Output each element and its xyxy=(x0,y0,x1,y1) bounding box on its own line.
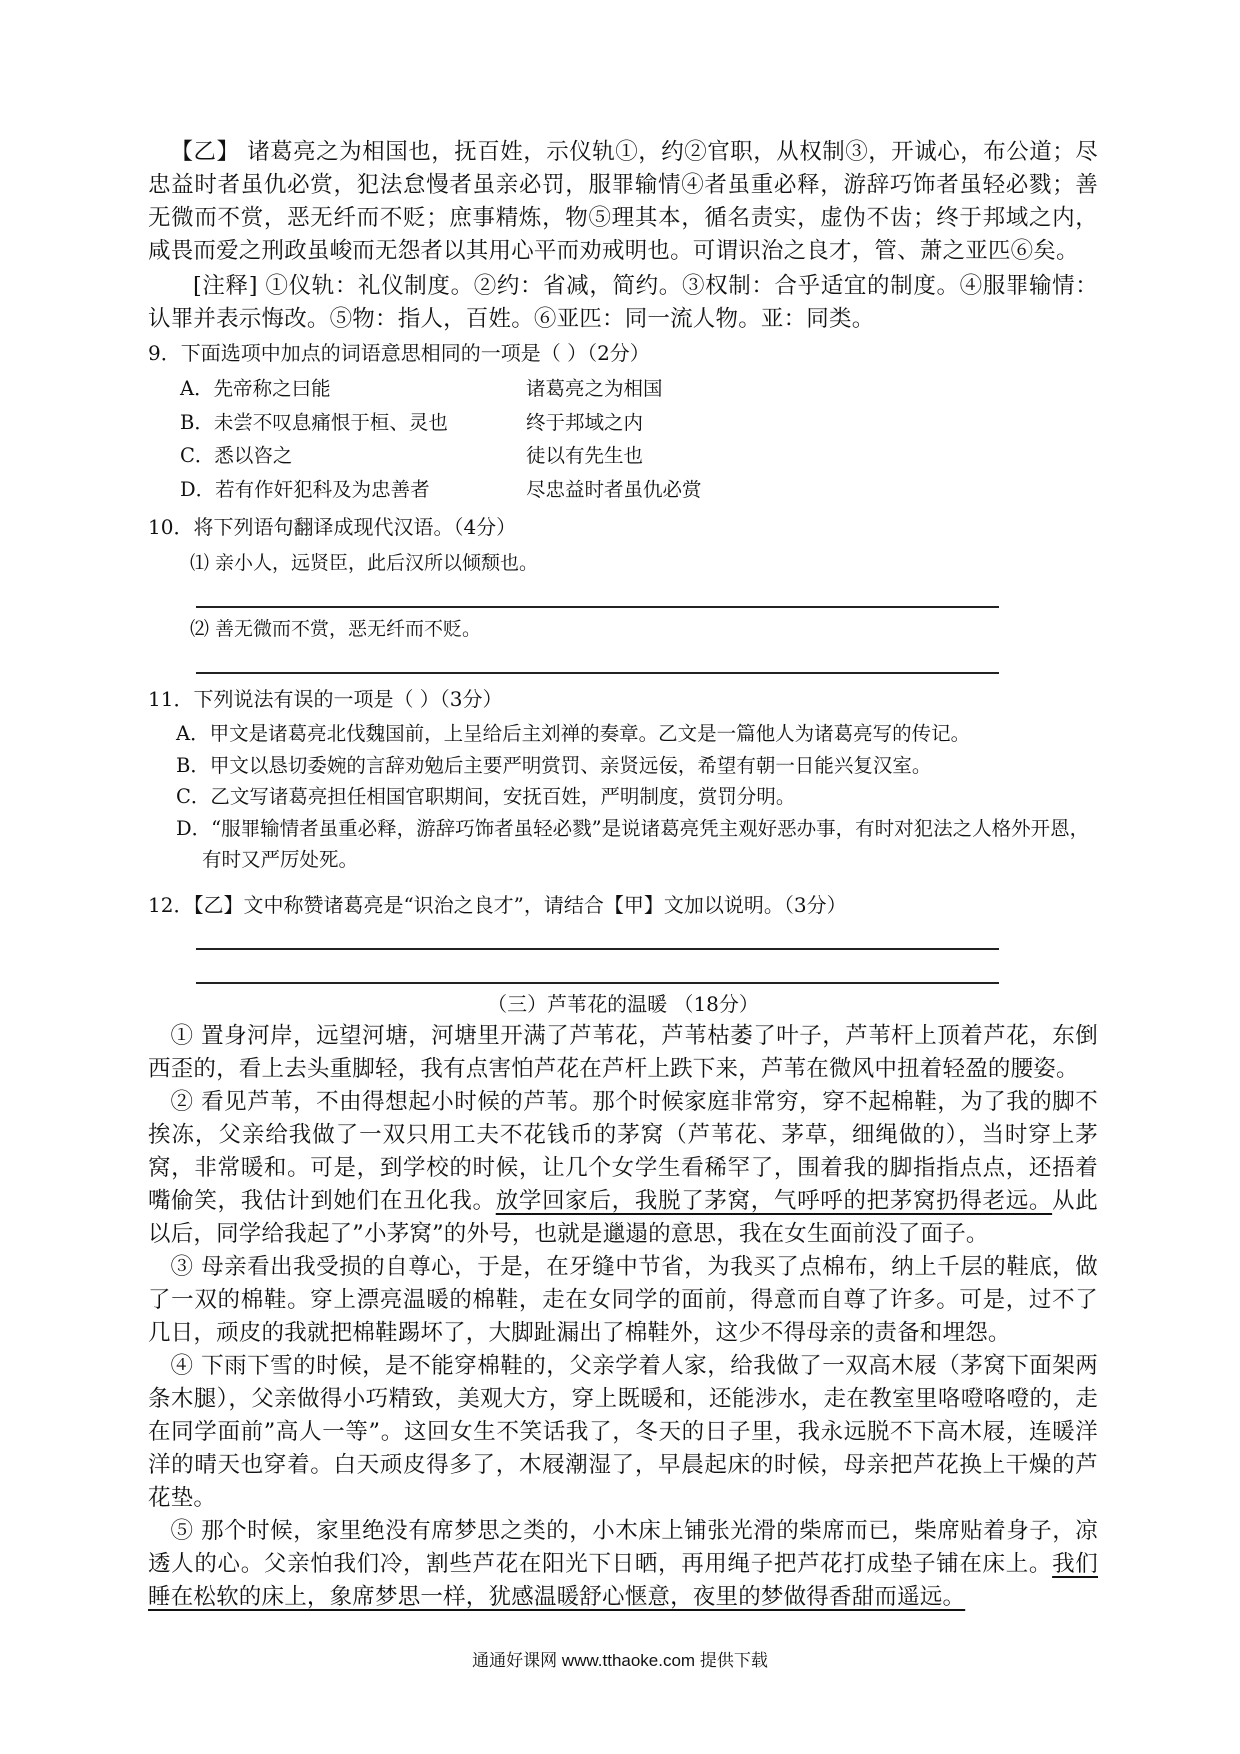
q9-option-b[interactable] xyxy=(148,406,1098,440)
q9-option-c-right: 徒以有先生也 xyxy=(526,444,644,467)
q12-stem: 12．【乙】文中称赞诸葛亮是“识治之良才”，请结合【甲】文加以说明。（3分） xyxy=(148,893,847,917)
q12-answer-line-2[interactable] xyxy=(196,982,999,984)
paragraph-5-text-a: ⑤ 那个时候，家里绝没有席梦思之类的，小木床上铺张光滑的柴席而已，柴席贴着身子，凉透人的心。父亲怕我们冷，割些芦花在阳光下日晒，再用绳子把芦花打成垫子铺在床上。 xyxy=(148,1518,1098,1577)
q9-option-d-right: 尽忠益时者虽仇必赏 xyxy=(526,477,702,501)
q12-answer-line-1[interactable] xyxy=(196,948,999,950)
q9-option-c[interactable] xyxy=(148,439,1098,473)
q11-stem: 11．下列说法有误的一项是（ ）（3分） xyxy=(148,687,503,711)
question-10 xyxy=(148,512,1098,542)
q11-option-b[interactable]: B．甲文以恳切委婉的言辞劝勉后主要严明赏罚、亲贤远佞，希望有朝一日能兴复汉室。 xyxy=(176,753,932,777)
q10-answer-line-2[interactable] xyxy=(196,672,999,674)
paragraph-2-underlined: 放学回家后，我脱了茅窝，气呼呼的把茅窝扔得老远。 xyxy=(495,1188,1053,1214)
q10-stem: 10．将下列语句翻译成现代汉语。（4分） xyxy=(148,515,517,539)
paragraph-2-text-b: 从此以后，同学给我起了”小茅窝”的外号，也就是邋遢的意思，我在女生面前没了面子。 xyxy=(148,1188,1098,1247)
question-12 xyxy=(148,890,1098,920)
q9-option-c-left: C．悉以咨之 xyxy=(180,444,293,467)
q11-option-c[interactable]: C．乙文写诸葛亮担任相国官职期间，安抚百姓，严明制度，赏罚分明。 xyxy=(176,785,796,808)
q9-option-b-right: 终于邦域之内 xyxy=(526,410,644,434)
q11-option-d[interactable]: D．“服罪输情者虽重必释，游辞巧饰者虽轻必戮”是说诸葛亮凭主观好恶办事，有时对犯法之人格外开恩，有时又严厉处死。 xyxy=(176,816,1090,871)
section-3-paragraph-5 xyxy=(148,1515,1098,1614)
section-3-paragraph-2 xyxy=(148,1086,1098,1251)
section-3-paragraph-1: ① 置身河岸，远望河塘，河塘里开满了芦苇花，芦苇枯萎了叶子，芦苇杆上顶着芦花，东倒西歪的，看上去头重脚轻，我有点害怕芦花在芦杆上跌下来，芦苇在微风中扭着轻盈的腰姿。 xyxy=(148,1023,1098,1082)
passage-b xyxy=(148,136,1098,336)
question-11 xyxy=(148,684,1098,876)
passage-b-notes: [注释] ①仪轨：礼仪制度。②约：省减，简约。③权制：合乎适宜的制度。④服罪输情：认罪并表示悔改。⑤物：指人，百姓。⑥亚匹：同一流人物。亚：同类。 xyxy=(148,273,1098,332)
q9-option-d[interactable] xyxy=(148,473,1098,507)
section-3-body xyxy=(148,1020,1098,1614)
passage-b-text: 【乙】 诸葛亮之为相国也，抚百姓，示仪轨①，约②官职，从权制③，开诚心，布公道；尽忠益时者虽仇必赏，犯法怠慢者虽亲必罚，服罪输情④者虽重必释，游辞巧饰者虽轻必戮；善无微而不赏，恶无纤而不贬；庶事精炼，物⑤理其本，循名责实，虚伪不齿；终于邦域之内，咸畏而爱之刑政虽峻而无怨者以其用心平而劝戒明也。可谓识治之良才，管、萧之亚匹⑥矣。 xyxy=(148,139,1098,264)
q9-option-a-left: A．先帝称之曰能 xyxy=(180,377,331,400)
q10-sentence-2: ⑵ 善无微而不赏，恶无纤而不贬。 xyxy=(190,618,482,640)
q9-option-b-left: B．未尝不叹息痛恨于桓、灵也 xyxy=(180,410,448,434)
paragraph-2-text-a: ② 看见芦苇，不由得想起小时候的芦苇。那个时候家庭非常穷，穿不起棉鞋，为了我的脚不挨冻，父亲给我做了一双只用工夫不花钱币的茅窝（芦苇花、茅草，细绳做的），当时穿上茅窝，非常暖和。可是，到学校的时候，让几个女学生看稀罕了，围着我的脚指指点点，还捂着嘴偷笑，我估计到她们在丑化我。 xyxy=(148,1089,1098,1214)
q9-stem: 9．下面选项中加点的词语意思相同的一项是（ ）（2分） xyxy=(148,341,650,365)
q10-answer-line-1[interactable] xyxy=(196,606,999,608)
section-3-title: （三）芦苇花的温暖 （18分） xyxy=(487,992,759,1016)
q9-option-d-left: D．若有作奸犯科及为忠善者 xyxy=(180,477,430,501)
section-3-paragraph-4: ④ 下雨下雪的时候，是不能穿棉鞋的，父亲学着人家，给我做了一双高木屐（茅窝下面架两条木腿），父亲做得小巧精致，美观大方，穿上既暖和，还能涉水，走在教室里咯噔咯噔的，走在同学面前”高人一等”。这回女生不笑话我了，冬天的日子里，我永远脱不下高木屐，连暖洋洋的晴天也穿着。白天顽皮得多了，木屐潮湿了，早晨起床的时候，母亲把芦花换上干燥的芦花垫。 xyxy=(148,1353,1098,1511)
q9-option-a-right: 诸葛亮之为相国 xyxy=(526,377,663,400)
footer: 通通好课网 www.tthaoke.com 提供下载 xyxy=(472,1651,768,1670)
section-3-paragraph-3: ③ 母亲看出我受损的自尊心，于是，在牙缝中节省，为我买了点棉布，纳上千层的鞋底，做了一双的棉鞋。穿上漂亮温暖的棉鞋，走在女同学的面前，得意而自尊了许多。可是，过不了几日，顽皮的我就把棉鞋踢坏了，大脚趾漏出了棉鞋外，这少不得母亲的责备和埋怨。 xyxy=(148,1254,1098,1346)
q9-option-a[interactable] xyxy=(148,372,1098,406)
q10-sentence-1: ⑴ 亲小人，远贤臣，此后汉所以倾颓也。 xyxy=(190,552,539,574)
q11-option-a[interactable]: A．甲文是诸葛亮北伐魏国前，上呈给后主刘禅的奏章。乙文是一篇他人为诸葛亮写的传记。 xyxy=(176,722,971,745)
question-9 xyxy=(148,338,1098,506)
paragraph-5-underlined: 我们睡在松软的床上，象席梦思一样，犹感温暖舒心惬意，夜里的梦做得香甜而遥远。 xyxy=(148,1551,1098,1610)
